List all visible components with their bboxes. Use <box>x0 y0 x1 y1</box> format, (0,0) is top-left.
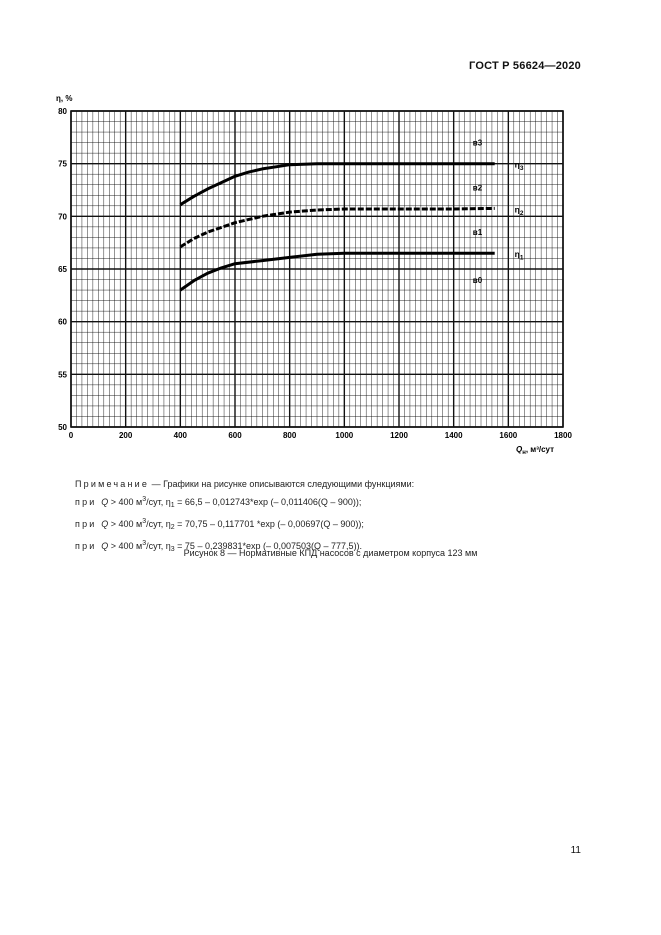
x-tick-label: 600 <box>228 431 242 440</box>
formula-eta-sub: 3 <box>170 546 175 553</box>
document-code: ГОСТ Р 56624—2020 <box>469 60 581 72</box>
note-formula-1 <box>75 492 595 514</box>
formula-eta: η <box>165 541 171 551</box>
x-tick-label: 200 <box>118 431 133 440</box>
note-intro <box>75 476 595 492</box>
formula-condition-prefix: при <box>75 541 102 551</box>
formula-condition-prefix: при <box>75 519 102 529</box>
series-label-eta2: $\eta_2$ <box>514 204 524 217</box>
series-line-eta2 <box>180 208 494 247</box>
x-tick-label: 1800 <box>554 431 572 440</box>
y-tick-label: 70 <box>58 212 67 222</box>
formula-unit-sup: 3 <box>142 496 147 503</box>
x-tick-label: 1600 <box>499 431 518 440</box>
x-tick-label: 1400 <box>444 431 463 440</box>
y-tick-label: 55 <box>58 370 67 380</box>
formula-eta-sub: 2 <box>170 524 175 531</box>
chart-labels <box>56 94 572 456</box>
zone-label-3: в3 <box>472 138 483 148</box>
x-tick-label: 800 <box>282 431 297 440</box>
formula-eta-sub: 1 <box>170 502 175 509</box>
y-tick-label: 65 <box>58 265 67 274</box>
formula-condition: > 400 м <box>108 541 143 551</box>
y-tick-label: 60 <box>58 317 67 327</box>
formula-q: Q <box>101 541 109 551</box>
y-axis-label: η, % <box>56 94 73 103</box>
chart-note <box>75 476 595 558</box>
formula-unit: /сут, <box>146 541 166 551</box>
formula-condition: > 400 м <box>108 497 143 507</box>
y-tick-label: 80 <box>58 107 67 116</box>
page-number: 11 <box>570 845 581 856</box>
chart-grid <box>71 111 563 427</box>
formula-condition: > 400 м <box>108 519 143 529</box>
note-title: Примечание <box>75 479 150 489</box>
series-line-eta3 <box>180 164 494 205</box>
formula-unit: /сут, <box>146 497 166 507</box>
series-line-eta1 <box>180 253 494 290</box>
formula-expression: = 66,5 – 0,012743*exp (– 0,011406(Q – 900)); <box>174 497 362 507</box>
x-axis-label: $Q_н$, м³/сут <box>516 445 555 456</box>
x-tick-label: 0 <box>68 431 74 440</box>
y-tick-label: 75 <box>58 159 67 169</box>
note-text: — Графики на рисунке описываются следующими функциями: <box>149 479 415 489</box>
zone-label-1: в1 <box>472 228 483 238</box>
y-tick-label: 50 <box>58 423 67 432</box>
formula-expression: = 75 – 0,239831*exp (– 0,007503(Q – 777,5)). <box>174 541 363 551</box>
formula-q: Q <box>101 519 109 529</box>
formula-unit-sup: 3 <box>142 540 147 547</box>
x-tick-label: 1200 <box>390 431 408 440</box>
formula-unit: /сут, <box>146 519 166 529</box>
figure-caption: Рисунок 8 — Нормативные КПД насосов с диаметром корпуса 123 мм <box>183 548 478 558</box>
series-label-eta1: $\eta_1$ <box>514 249 524 262</box>
formula-unit-sup: 3 <box>142 518 147 525</box>
x-tick-label: 400 <box>173 431 188 440</box>
note-formula-2 <box>75 514 595 536</box>
series-label-eta3: $\eta_3$ <box>514 159 524 173</box>
zone-label-2: в2 <box>472 183 483 193</box>
formula-q: Q <box>101 497 109 507</box>
formula-eta: η <box>165 519 171 529</box>
formula-condition-prefix: при <box>75 497 102 507</box>
formula-expression: = 70,75 – 0,117701 *exp (– 0,00697(Q – 900)); <box>174 519 364 529</box>
zone-label-0: в0 <box>472 276 483 286</box>
formula-eta: η <box>165 497 171 507</box>
x-tick-label: 1000 <box>335 431 354 440</box>
